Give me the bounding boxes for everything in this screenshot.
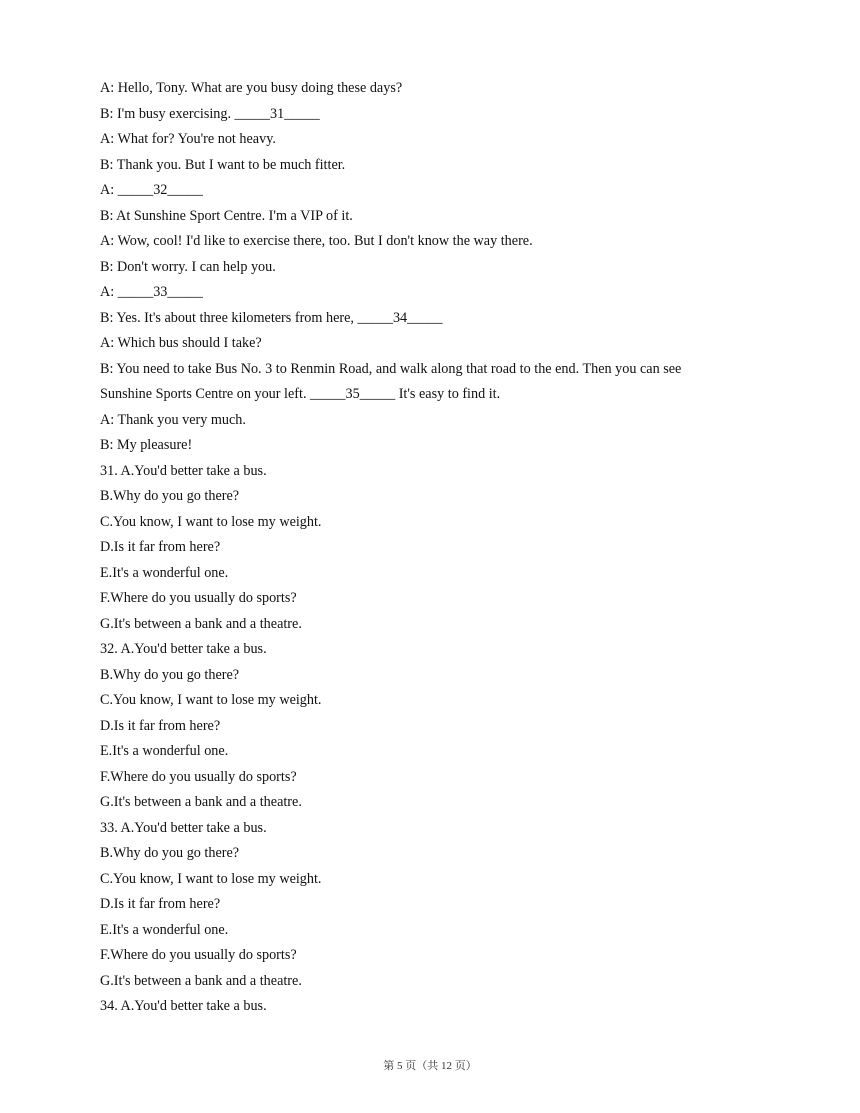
question-33 <box>100 816 740 995</box>
dialogue-line: A: Thank you very much. <box>100 411 246 428</box>
option-d: D.Is it far from here? <box>100 539 221 555</box>
option-g: G.It's between a bank and a theatre. <box>100 615 302 632</box>
dialogue-line: B: Don't worry. I can help you. <box>100 258 276 275</box>
question-34 <box>100 994 740 1020</box>
dialogue-line: B: Yes. It's about three kilometers from here, _____34_____ <box>100 309 443 326</box>
option-c: C.You know, I want to lose my weight. <box>100 692 322 708</box>
option-f: F.Where do you usually do sports? <box>100 768 297 785</box>
dialogue-line: B: My pleasure! <box>100 437 193 453</box>
option-a: 31. A.You'd better take a bus. <box>100 462 267 479</box>
dialogue-line: A: What for? You're not heavy. <box>100 131 276 147</box>
option-e: E.It's a wonderful one. <box>100 921 229 938</box>
dialogue-line: Sunshine Sports Centre on your left. _____35_____ It's easy to find it. <box>100 386 501 402</box>
option-a: 33. A.You'd better take a bus. <box>100 819 267 836</box>
option-b: B.Why do you go there? <box>100 488 240 504</box>
dialogue-line: B: You need to take Bus No. 3 to Renmin Road, and walk along that road to the end. Then you can see <box>100 360 682 377</box>
dialogue-line: B: At Sunshine Sport Centre. I'm a VIP of it. <box>100 207 353 224</box>
option-e: E.It's a wonderful one. <box>100 564 229 581</box>
dialogue-line: A: _____33_____ <box>100 284 203 300</box>
option-c: C.You know, I want to lose my weight. <box>100 870 322 887</box>
question-31 <box>100 459 740 638</box>
option-b: B.Why do you go there? <box>100 845 240 861</box>
option-f: F.Where do you usually do sports? <box>100 590 297 606</box>
dialogue <box>100 76 740 459</box>
dialogue-line: A: _____32_____ <box>100 182 203 198</box>
option-e: E.It's a wonderful one. <box>100 743 229 759</box>
page-content <box>100 76 740 1020</box>
dialogue-line: A: Which bus should I take? <box>100 335 262 351</box>
option-g: G.It's between a bank and a theatre. <box>100 972 302 989</box>
option-c: C.You know, I want to lose my weight. <box>100 513 322 530</box>
option-g: G.It's between a bank and a theatre. <box>100 794 302 810</box>
option-a: 32. A.You'd better take a bus. <box>100 641 267 657</box>
dialogue-line: B: I'm busy exercising. _____31_____ <box>100 105 320 122</box>
option-d: D.Is it far from here? <box>100 717 221 734</box>
option-b: B.Why do you go there? <box>100 666 240 683</box>
dialogue-line: A: Wow, cool! I'd like to exercise there, too. But I don't know the way there. <box>100 233 533 249</box>
option-d: D.Is it far from here? <box>100 896 221 912</box>
dialogue-line: A: Hello, Tony. What are you busy doing these days? <box>100 80 403 96</box>
question-32 <box>100 637 740 816</box>
option-f: F.Where do you usually do sports? <box>100 947 297 963</box>
dialogue-line: B: Thank you. But I want to be much fitter. <box>100 156 346 173</box>
page-footer: 第 5 页（共 12 页） <box>383 1060 477 1072</box>
option-a: 34. A.You'd better take a bus. <box>100 998 267 1014</box>
